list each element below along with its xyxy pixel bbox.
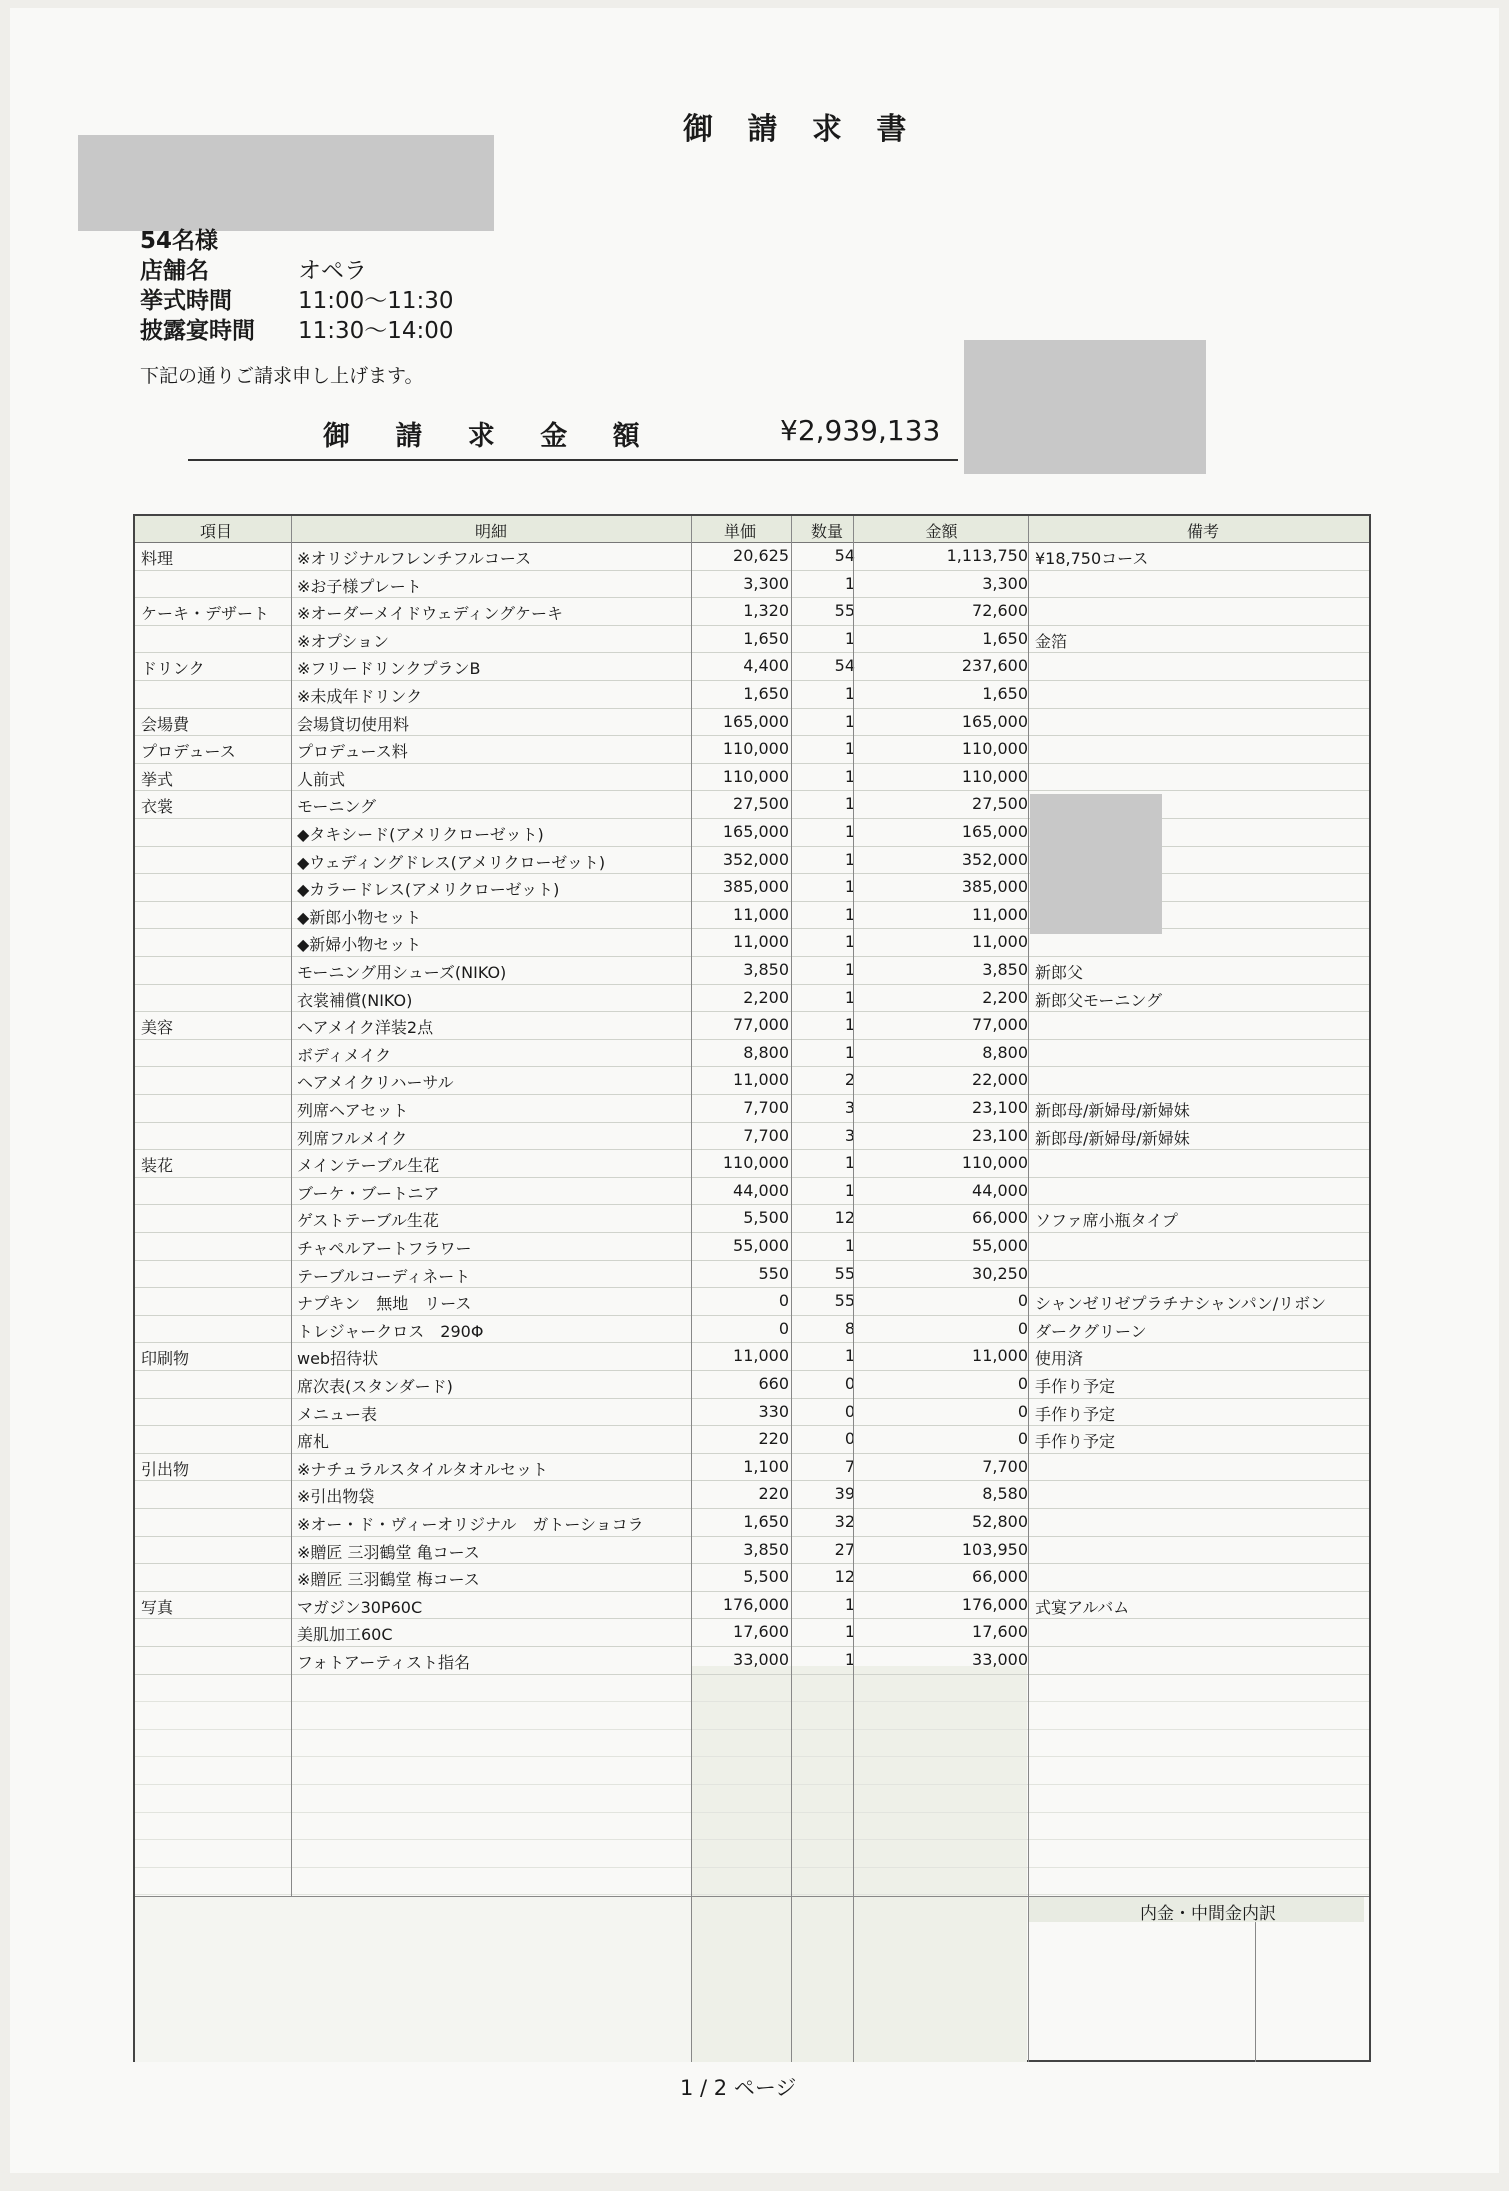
cell-detail: ナプキン 無地 リース <box>297 1294 472 1314</box>
cell-remarks: シャンゼリゼプラチナシャンパン/リボン <box>1035 1294 1327 1314</box>
table-row <box>135 1563 1369 1592</box>
cell-amount: 0 <box>1017 1429 1028 1449</box>
empty-row <box>135 1867 1369 1896</box>
cell-amount: 352,000 <box>961 849 1028 869</box>
table-row <box>135 1398 1369 1427</box>
table-row <box>135 1232 1369 1261</box>
cell-unit-price: 1,650 <box>743 628 789 648</box>
cell-detail: プロデュース料 <box>297 742 408 762</box>
cell-detail: ※贈匠 三羽鶴堂 亀コース <box>297 1542 480 1562</box>
cell-detail: ◆新婦小物セット <box>297 935 422 955</box>
cell-qty: 39 <box>834 1484 855 1504</box>
cell-detail: マガジン30P60C <box>297 1597 423 1617</box>
cell-unit-price: 7,700 <box>743 1098 789 1117</box>
cell-amount: 1,650 <box>982 684 1028 703</box>
cell-amount: 11,000 <box>972 1346 1028 1366</box>
col-divider <box>791 516 792 2062</box>
cell-amount: 2,200 <box>982 987 1028 1007</box>
cell-qty: 2 <box>844 1070 855 1090</box>
cell-detail: モーニング用シューズ(NIKO) <box>297 963 507 982</box>
cell-detail: ※ナチュラルスタイルタオルセット <box>297 1459 549 1479</box>
table-row <box>135 1342 1369 1371</box>
header-remarks: 備考 <box>1186 522 1219 541</box>
cell-detail: 会場貸切使用料 <box>297 714 410 734</box>
cell-remarks: 手作り予定 <box>1035 1377 1116 1396</box>
info-row-ceremony <box>140 286 454 316</box>
cell-amount: 237,600 <box>961 656 1028 676</box>
cell-detail: ※オー・ド・ヴィーオリジナル ガトーショコラ <box>297 1515 644 1534</box>
cell-unit-price: 1,100 <box>743 1456 789 1476</box>
cell-item: 美容 <box>141 1018 174 1038</box>
table-row <box>135 1287 1369 1316</box>
table-row <box>135 708 1369 737</box>
cell-qty: 1 <box>844 1346 855 1366</box>
cell-unit-price: 220 <box>758 1484 789 1504</box>
cell-unit-price: 1,320 <box>743 601 789 621</box>
cell-unit-price: 660 <box>758 1374 789 1393</box>
cell-unit-price: 110,000 <box>722 766 789 786</box>
table-header <box>135 516 1369 543</box>
cell-detail: フォトアーティスト指名 <box>297 1653 470 1672</box>
table-row <box>135 680 1369 709</box>
table-row <box>135 1370 1369 1399</box>
empty-row <box>135 1756 1369 1785</box>
info-row-reception <box>140 316 454 346</box>
invoice-table <box>133 514 1371 2062</box>
cell-item: ドリンク <box>141 659 205 679</box>
empty-row <box>135 1729 1369 1758</box>
cell-detail: ブーケ・ブートニア <box>297 1183 440 1203</box>
cell-unit-price: 0 <box>778 1318 789 1338</box>
table-row <box>135 1425 1369 1454</box>
cell-qty: 1 <box>844 932 855 952</box>
cell-amount: 23,100 <box>972 1098 1028 1117</box>
table-row <box>135 1011 1369 1040</box>
cell-unit-price: 176,000 <box>722 1594 789 1614</box>
cell-amount: 66,000 <box>972 1208 1028 1228</box>
table-row <box>135 1591 1369 1620</box>
cell-remarks: 新郎父モーニング <box>1035 990 1163 1010</box>
table-row <box>135 763 1369 792</box>
cell-remarks: ダークグリーン <box>1035 1321 1147 1341</box>
table-row <box>135 1094 1369 1123</box>
cell-qty: 1 <box>844 628 855 648</box>
table-row <box>135 956 1369 985</box>
cell-detail: ◆新郎小物セット <box>297 907 422 927</box>
cell-amount: 55,000 <box>972 1236 1028 1255</box>
cell-amount: 103,950 <box>961 1539 1028 1559</box>
cell-unit-price: 77,000 <box>733 1015 789 1035</box>
cell-amount: 11,000 <box>972 904 1028 924</box>
cell-amount: 3,850 <box>982 960 1028 979</box>
cell-amount: 77,000 <box>972 1015 1028 1035</box>
cell-qty: 1 <box>844 1180 855 1200</box>
cell-detail: ヘアメイクリハーサル <box>297 1073 454 1093</box>
cell-qty: 1 <box>844 794 855 814</box>
empty-row <box>135 1839 1369 1868</box>
cell-qty: 1 <box>844 1650 855 1669</box>
cell-qty: 55 <box>834 1263 855 1283</box>
cell-qty: 1 <box>844 684 855 703</box>
table-row <box>135 873 1369 902</box>
cell-qty: 1 <box>844 1236 855 1255</box>
cell-detail: 列席ヘアセット <box>297 1101 409 1120</box>
cell-remarks: 式宴アルバム <box>1035 1597 1130 1617</box>
cell-amount: 176,000 <box>961 1594 1028 1614</box>
cell-detail: メニュー表 <box>297 1404 378 1424</box>
cell-qty: 0 <box>844 1401 855 1421</box>
table-row <box>135 570 1369 599</box>
cell-qty: 1 <box>844 1015 855 1035</box>
cell-item: 装花 <box>141 1156 174 1176</box>
table-row <box>135 984 1369 1013</box>
cell-detail: ◆ウェディングドレス(アメリクローゼット) <box>297 852 606 872</box>
cell-unit-price: 110,000 <box>722 739 789 759</box>
cell-detail: ※オーダーメイドウェディングケーキ <box>297 604 564 624</box>
cell-detail: 列席フルメイク <box>297 1128 408 1148</box>
cell-detail: ※フリードリンクプランB <box>297 659 481 679</box>
cell-unit-price: 165,000 <box>722 711 789 731</box>
cell-remarks: 手作り予定 <box>1035 1404 1116 1424</box>
table-row <box>135 1508 1369 1537</box>
info-value: 11:00～11:30 <box>298 288 454 314</box>
cell-detail: ◆カラードレス(アメリクローゼット) <box>297 880 560 900</box>
cell-qty: 3 <box>844 1125 855 1145</box>
cell-amount: 33,000 <box>972 1650 1028 1669</box>
cell-item: 印刷物 <box>141 1349 190 1369</box>
cell-amount: 27,500 <box>972 794 1028 814</box>
cell-unit-price: 33,000 <box>733 1650 789 1669</box>
header-qty: 数量 <box>810 522 843 541</box>
cell-unit-price: 330 <box>758 1401 789 1421</box>
cell-qty: 1 <box>844 822 855 841</box>
cell-amount: 3,300 <box>982 573 1028 593</box>
cell-detail: ※未成年ドリンク <box>297 687 423 706</box>
cell-detail: モーニング <box>297 797 377 817</box>
cell-qty: 54 <box>834 656 855 676</box>
cell-item: 引出物 <box>141 1459 190 1479</box>
cell-amount: 52,800 <box>972 1512 1028 1531</box>
cell-detail: 衣裳補償(NIKO) <box>297 990 413 1010</box>
cell-item: ケーキ・デザート <box>141 604 270 624</box>
cell-item: 料理 <box>141 549 174 568</box>
table-row <box>135 790 1369 819</box>
cell-qty: 1 <box>844 573 855 593</box>
table-row <box>135 542 1369 571</box>
cell-remarks: 手作り予定 <box>1035 1432 1116 1452</box>
cell-unit-price: 220 <box>758 1429 789 1449</box>
table-row <box>135 818 1369 847</box>
table-row <box>135 901 1369 930</box>
cell-item: 会場費 <box>141 714 190 734</box>
cell-amount: 110,000 <box>961 766 1028 786</box>
col-divider <box>291 516 292 1896</box>
empty-row <box>135 1784 1369 1813</box>
table-row <box>135 1618 1369 1647</box>
page-number: 1 / 2 ページ <box>680 2076 797 2100</box>
cell-unit-price: 44,000 <box>733 1180 789 1200</box>
cell-detail: 人前式 <box>297 769 346 789</box>
cell-qty: 12 <box>834 1208 855 1228</box>
cell-qty: 1 <box>844 766 855 786</box>
table-row <box>135 1149 1369 1178</box>
table-row <box>135 1536 1369 1565</box>
table-row <box>135 1066 1369 1095</box>
cell-qty: 1 <box>844 1042 855 1062</box>
cell-qty: 1 <box>844 877 855 897</box>
table-row <box>135 625 1369 654</box>
cell-remarks: 金箔 <box>1035 631 1068 651</box>
cell-unit-price: 20,625 <box>733 546 789 565</box>
cell-qty: 0 <box>844 1429 855 1449</box>
cell-remarks: ソファ席小瓶タイプ <box>1035 1211 1178 1231</box>
cell-amount: 0 <box>1017 1374 1028 1393</box>
notice-text: 下記の通りご請求申し上げます。 <box>140 365 424 387</box>
cell-detail: ※オプション <box>297 631 389 651</box>
cell-unit-price: 27,500 <box>733 794 789 814</box>
summary-divider <box>135 1896 1369 1897</box>
cell-detail: ヘアメイク洋装2点 <box>297 1018 434 1038</box>
cell-remarks: 新郎母/新婦母/新婦妹 <box>1035 1101 1190 1120</box>
info-value: 11:30～14:00 <box>298 318 454 344</box>
table-row <box>135 1480 1369 1509</box>
cell-qty: 55 <box>834 1291 855 1311</box>
info-label: 挙式時間 <box>140 288 232 314</box>
col-divider <box>853 516 854 2062</box>
col-divider <box>1255 1922 1256 2062</box>
cell-detail: web招待状 <box>297 1349 379 1369</box>
cell-unit-price: 4,400 <box>743 656 789 676</box>
header-item: 項目 <box>199 522 232 541</box>
cell-amount: 1,113,750 <box>946 546 1028 565</box>
cell-unit-price: 11,000 <box>733 1070 789 1090</box>
cell-unit-price: 11,000 <box>733 904 789 924</box>
cell-amount: 7,700 <box>982 1456 1028 1476</box>
table-row <box>135 1453 1369 1482</box>
cell-amount: 23,100 <box>972 1125 1028 1145</box>
cell-unit-price: 3,300 <box>743 573 789 593</box>
cell-amount: 0 <box>1017 1318 1028 1338</box>
cell-detail: ボディメイク <box>297 1045 392 1065</box>
cell-qty: 1 <box>844 1622 855 1642</box>
cell-detail: チャペルアートフラワー <box>297 1239 472 1258</box>
cell-unit-price: 1,650 <box>743 1512 789 1531</box>
cell-amount: 8,580 <box>982 1484 1028 1504</box>
cell-qty: 1 <box>844 849 855 869</box>
cell-detail: 席次表(スタンダード) <box>297 1377 453 1396</box>
cell-unit-price: 352,000 <box>722 849 789 869</box>
cell-detail: ※お子様プレート <box>297 576 422 596</box>
cell-detail: メインテーブル生花 <box>297 1156 440 1176</box>
cell-detail: ※引出物袋 <box>297 1487 375 1507</box>
cell-qty: 12 <box>834 1567 855 1587</box>
redacted-name <box>78 135 494 231</box>
cell-remarks: 新郎母/新婦母/新婦妹 <box>1035 1128 1190 1148</box>
cell-unit-price: 8,800 <box>743 1042 789 1062</box>
cell-detail: ◆タキシード(アメリクローゼット) <box>297 825 544 844</box>
cell-qty: 1 <box>844 987 855 1007</box>
cell-remarks: ¥18,750コース <box>1035 549 1149 568</box>
cell-amount: 22,000 <box>972 1070 1028 1090</box>
cell-detail: 席札 <box>297 1432 330 1452</box>
cell-amount: 11,000 <box>972 932 1028 952</box>
cell-amount: 66,000 <box>972 1567 1028 1587</box>
table-row <box>135 928 1369 957</box>
document-title: 御 請 求 書 <box>683 112 919 147</box>
cell-qty: 1 <box>844 739 855 759</box>
cell-detail: 美肌加工60C <box>297 1625 393 1645</box>
info-value: オペラ <box>298 258 367 284</box>
cell-qty: 27 <box>834 1539 855 1559</box>
cell-amount: 165,000 <box>961 822 1028 841</box>
col-divider <box>1028 516 1029 2062</box>
total-amount: ¥2,939,133 <box>780 414 941 447</box>
cell-unit-price: 7,700 <box>743 1125 789 1145</box>
table-row <box>135 1646 1369 1675</box>
cell-item: 写真 <box>141 1597 174 1617</box>
cell-unit-price: 11,000 <box>733 1346 789 1366</box>
summary-shade <box>135 1896 691 2062</box>
table-row <box>135 1177 1369 1206</box>
cell-detail: ※贈匠 三羽鶴堂 梅コース <box>297 1570 480 1590</box>
cell-amount: 72,600 <box>972 601 1028 621</box>
event-info <box>140 226 454 346</box>
cell-remarks: 新郎父 <box>1035 963 1084 982</box>
cell-unit-price: 550 <box>758 1263 789 1283</box>
redacted-stamp <box>964 340 1206 474</box>
cell-qty: 7 <box>844 1456 855 1476</box>
cell-qty: 8 <box>844 1318 855 1338</box>
cell-unit-price: 165,000 <box>722 822 789 841</box>
cell-unit-price: 3,850 <box>743 1539 789 1559</box>
cell-detail: ゲストテーブル生花 <box>297 1211 439 1231</box>
cell-qty: 1 <box>844 1153 855 1173</box>
col-divider <box>691 516 692 2062</box>
cell-detail: トレジャークロス 290Φ <box>297 1321 484 1341</box>
cell-qty: 55 <box>834 601 855 621</box>
cell-unit-price: 55,000 <box>733 1236 789 1255</box>
table-row <box>135 735 1369 764</box>
cell-qty: 0 <box>844 1374 855 1393</box>
cell-item: 衣裳 <box>141 797 174 817</box>
cell-amount: 385,000 <box>961 877 1028 897</box>
guest-count: 54名様 <box>140 228 219 254</box>
cell-unit-price: 2,200 <box>743 987 789 1007</box>
info-label: 披露宴時間 <box>140 318 255 344</box>
cell-amount: 0 <box>1017 1401 1028 1421</box>
cell-unit-price: 0 <box>778 1291 789 1311</box>
cell-item: 挙式 <box>141 769 174 789</box>
cell-unit-price: 11,000 <box>733 932 789 952</box>
empty-row <box>135 1812 1369 1841</box>
cell-unit-price: 17,600 <box>733 1622 789 1642</box>
cell-unit-price: 1,650 <box>743 684 789 703</box>
cell-unit-price: 3,850 <box>743 960 789 979</box>
cell-amount: 110,000 <box>961 739 1028 759</box>
header-unit-price: 単価 <box>723 522 756 541</box>
cell-amount: 0 <box>1017 1291 1028 1311</box>
info-row-store <box>140 256 454 286</box>
deposit-breakdown-label: 内金・中間金内訳 <box>1028 1896 1364 1922</box>
table-row <box>135 1039 1369 1068</box>
empty-row <box>135 1674 1369 1703</box>
cell-amount: 1,650 <box>982 628 1028 648</box>
cell-unit-price: 385,000 <box>722 877 789 897</box>
cell-detail: テーブルコーディネート <box>297 1266 471 1286</box>
cell-amount: 30,250 <box>972 1263 1028 1283</box>
cell-qty: 1 <box>844 1594 855 1614</box>
header-amount: 金額 <box>925 522 958 541</box>
table-row <box>135 846 1369 875</box>
cell-qty: 1 <box>844 960 855 979</box>
cell-amount: 110,000 <box>961 1153 1028 1173</box>
cell-detail: ※オリジナルフレンチフルコース <box>297 549 532 568</box>
cell-qty: 54 <box>834 546 855 565</box>
cell-amount: 8,800 <box>982 1042 1028 1062</box>
info-label: 店舗名 <box>140 258 209 284</box>
redacted-remarks <box>1030 794 1162 934</box>
cell-amount: 44,000 <box>972 1180 1028 1200</box>
cell-item: プロデュース <box>141 742 236 762</box>
cell-qty: 1 <box>844 711 855 731</box>
cell-unit-price: 5,500 <box>743 1208 789 1228</box>
total-underline <box>188 459 958 461</box>
cell-remarks: 使用済 <box>1035 1349 1084 1369</box>
table-row <box>135 1260 1369 1289</box>
total-label: 御 請 求 金 額 <box>323 421 658 452</box>
cell-amount: 17,600 <box>972 1622 1028 1642</box>
table-row <box>135 652 1369 681</box>
table-row <box>135 1204 1369 1233</box>
cell-unit-price: 5,500 <box>743 1567 789 1587</box>
table-row <box>135 1122 1369 1151</box>
cell-amount: 165,000 <box>961 711 1028 731</box>
header-detail: 明細 <box>474 522 507 541</box>
table-row <box>135 1315 1369 1344</box>
cell-qty: 32 <box>834 1512 855 1531</box>
empty-row <box>135 1701 1369 1730</box>
cell-qty: 1 <box>844 904 855 924</box>
table-row <box>135 597 1369 626</box>
cell-unit-price: 110,000 <box>722 1153 789 1173</box>
cell-qty: 3 <box>844 1098 855 1117</box>
